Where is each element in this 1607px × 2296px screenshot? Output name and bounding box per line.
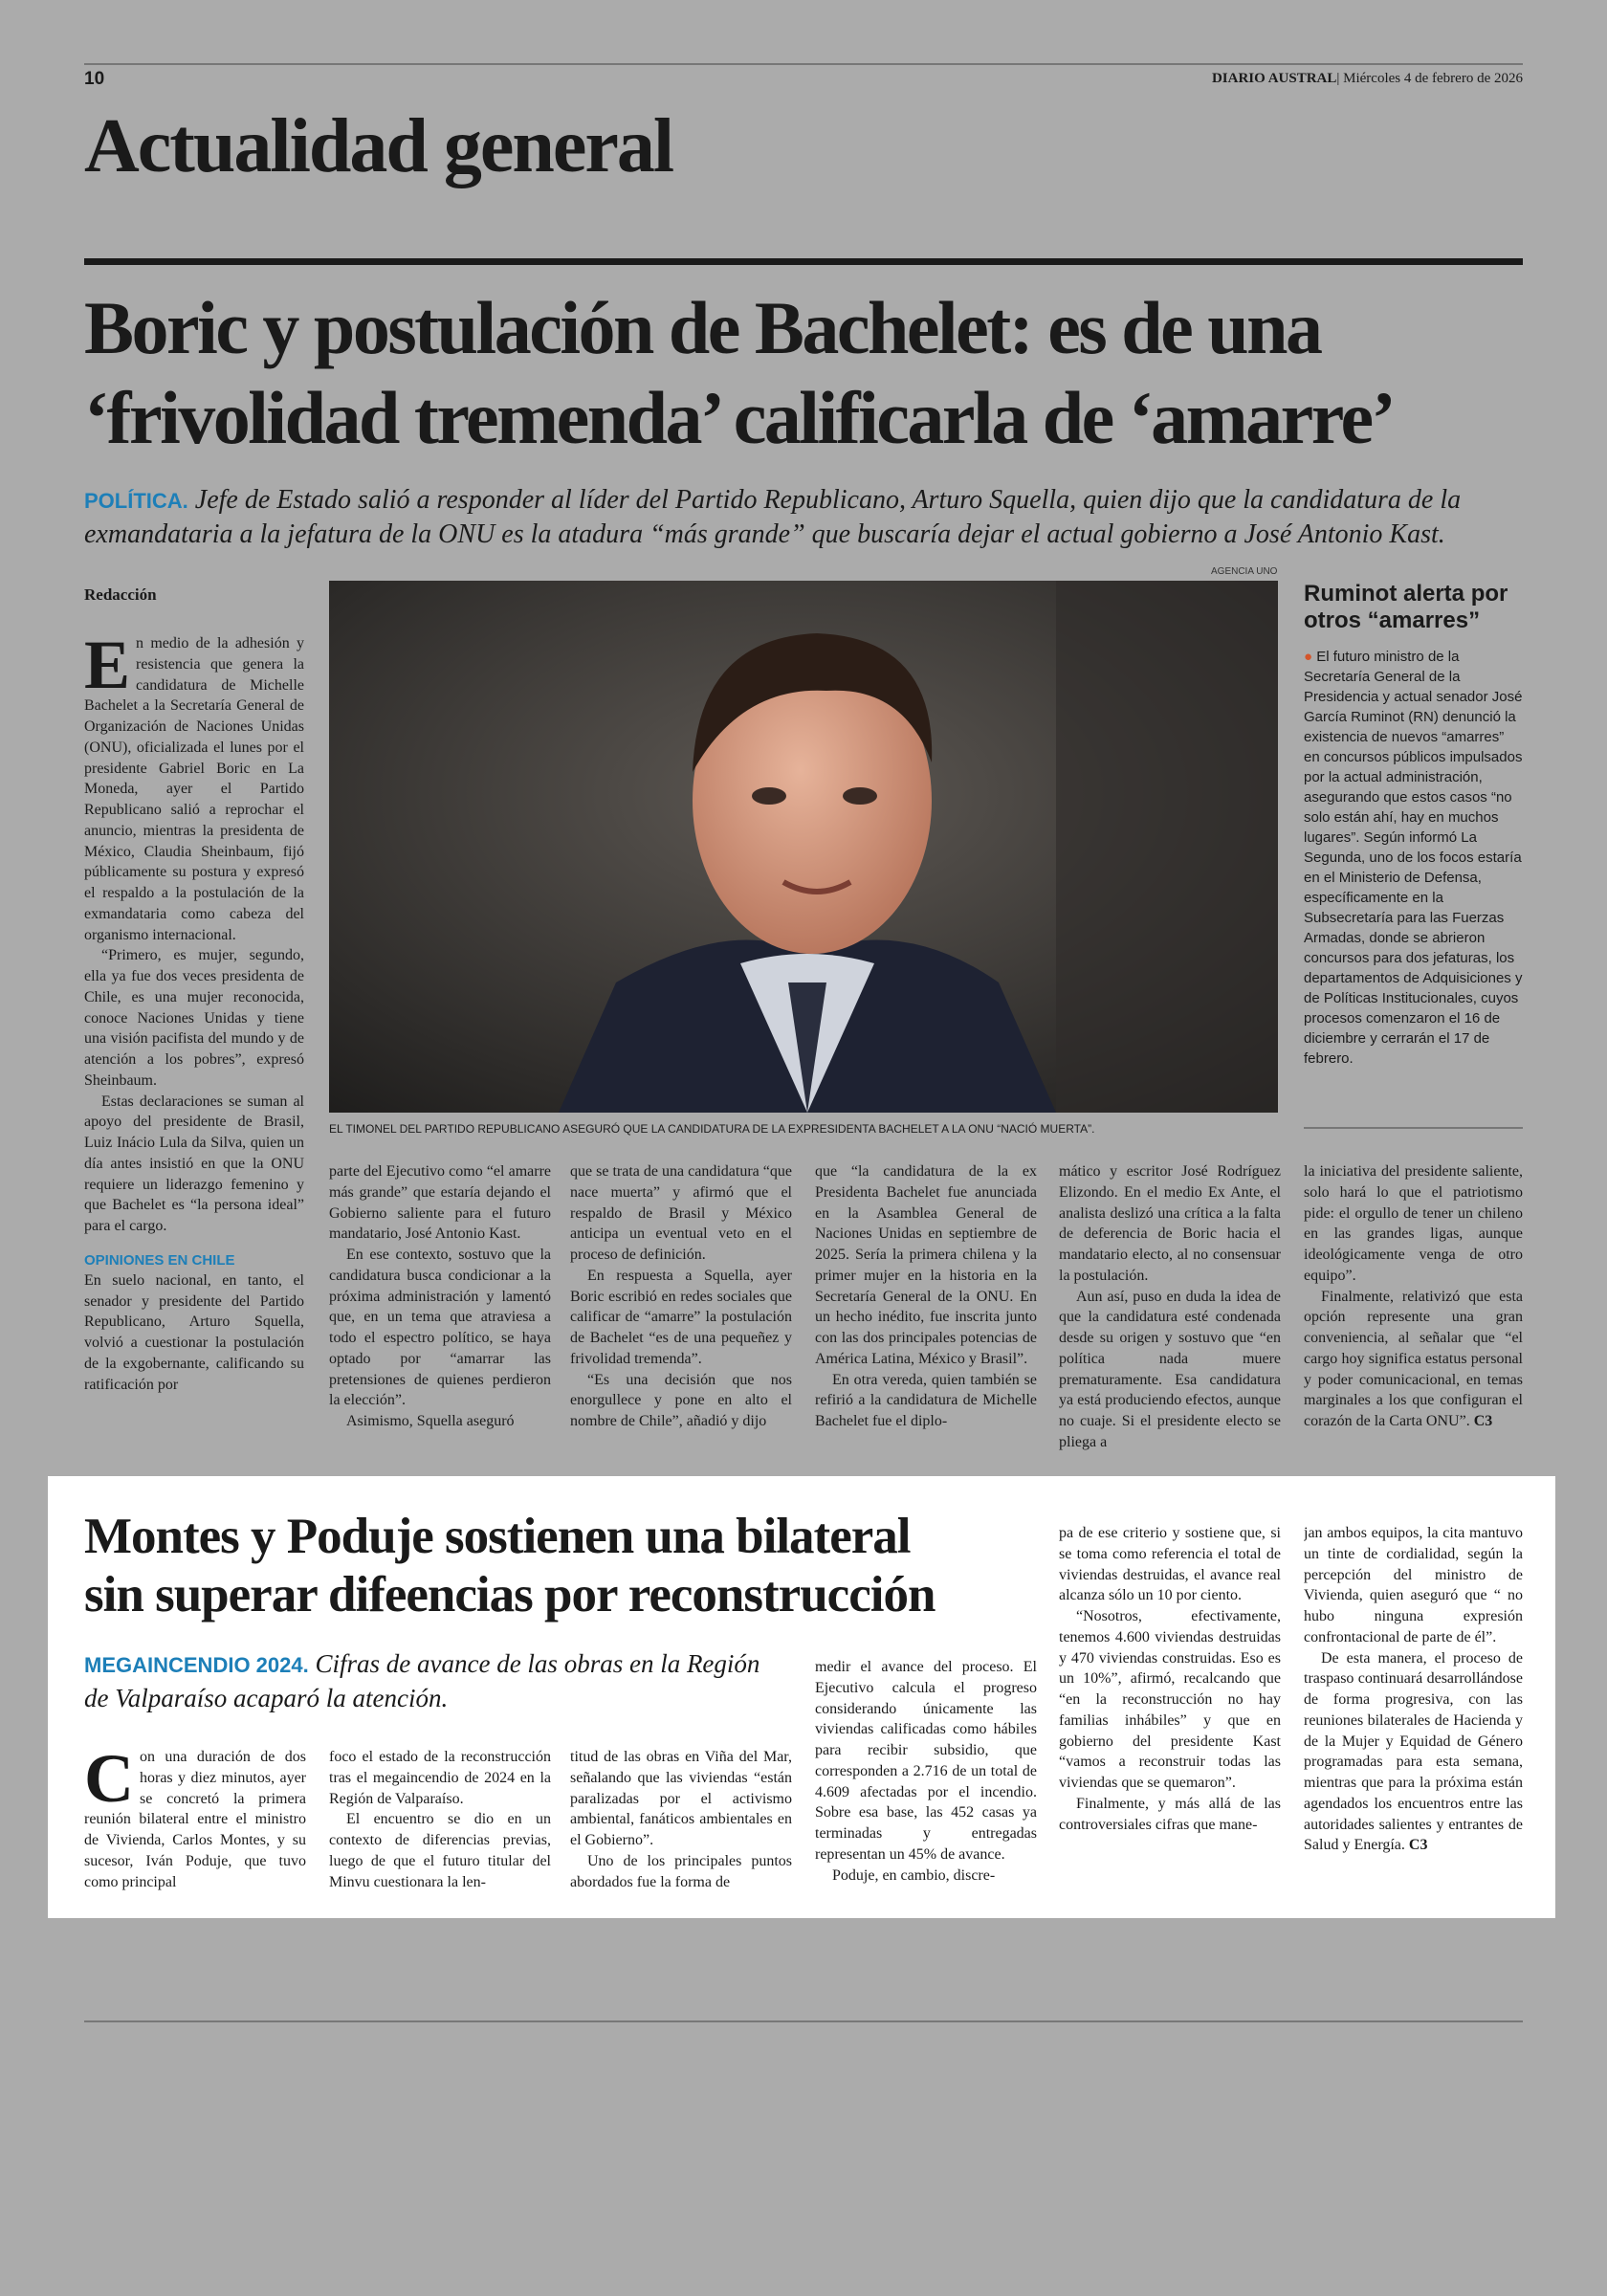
secondary-column-5	[1059, 1523, 1281, 1900]
article-paragraph: En suelo nacional, en tanto, el senador y presidente del Partido Republicano, Arturo Squella, volvió a cuestionar la postulación de la exgobernante, calificando su ratificación por	[84, 1271, 304, 1393]
page-number: 10	[84, 69, 105, 89]
article-column-3	[570, 1161, 792, 1477]
article-paragraph: Poduje, en cambio, discre-	[832, 1866, 996, 1884]
article-paragraph: Finalmente, y más allá de las controversiales cifras que mane-	[1059, 1795, 1281, 1833]
drop-cap: C	[84, 1747, 134, 1817]
headline-line-1: Boric y postulación de Bachelet: es de una	[84, 286, 1321, 369]
publication-name: DIARIO AUSTRAL	[1211, 71, 1337, 86]
secondary-headline	[84, 1508, 1041, 1624]
article-paragraph: En ese contexto, sostuvo que la candidatura busca condicionar a la próxima administración y lamentó que, en un tema que atraviesa a todo el espectro político, se haya optado por “amarrar las pretensiones de quienes perdieron la elección”.	[329, 1247, 551, 1409]
article-paragraph: foco el estado de la reconstrucción tras el megaincendio de 2024 en la Región de Valparaíso.	[329, 1749, 551, 1807]
article-column-6	[1304, 1161, 1523, 1477]
article-paragraph: En medio de la adhesión y resistencia que genera la candidatura de Michelle Bachelet a la Secretaría General de Organización de Naciones Unidas (ONU), oficializada el lunes por el presidente Gabriel Boric en La Moneda, ayer el Partido Republicano salió a reprochar el anuncio, mientras la presidenta de México, Claudia Sheinbaum, fijó públicamente su postura y expresó el respaldo a la postulación de la exmandataria como cabeza del organismo internacional.	[84, 627, 304, 943]
article-deck	[84, 483, 1523, 552]
article-paragraph: “Nosotros, efectivamente, tenemos 4.600 viviendas destruidas y 470 viviendas construidas. Eso es un 10%”, afirmó, recalcando que “en la reconstrucción no hay familias inhábiles” y que en gobierno del presidente Kast “vamos a reconstruir todas las viviendas que se quemaron”.	[1059, 1608, 1281, 1791]
article-paragraph: mático y escritor José Rodríguez Elizondo. En el medio Ex Ante, el analista deslizó una crítica a la falta de deferencia de Boric hacia el mandatario electo, al no consensuar la postulación.	[1059, 1163, 1281, 1284]
main-headline	[84, 283, 1523, 462]
drop-cap: E	[84, 627, 131, 703]
secondary-column-2	[329, 1747, 551, 1900]
secondary-deck-text: Cifras de avance de las obras en la Región de Valparaíso acaparó la atención.	[84, 1649, 760, 1712]
top-rule	[84, 63, 1523, 65]
article-column-5	[1059, 1161, 1281, 1477]
secondary-deck-tag: MEGAINCENDIO 2024.	[84, 1653, 309, 1677]
headline-line-2: ‘frivolidad tremenda’ calificarla de ‘amarre’	[84, 375, 1395, 459]
secondary-deck	[84, 1647, 773, 1715]
article-paragraph: titud de las obras en Viña del Mar, señalando que las viviendas “están paralizadas por el activismo ambiental, fanáticos ambientales en el Gobierno”.	[570, 1749, 792, 1848]
article-paragraph: De esta manera, el proceso de traspaso continuará desarrollándose de forma progresiva, con las reuniones bilaterales de Hacienda y de la Mujer y Equidad de Género programadas para esta semana, mientras que para la próxima están agendados los encuentros entre las autoridades salientes y entrantes de Salud y Energía. C3	[1304, 1649, 1523, 1854]
secondary-column-4	[815, 1657, 1037, 1900]
sidebar-title: Ruminot alerta por otros “amarres”	[1304, 581, 1508, 633]
end-mark: C3	[1473, 1413, 1493, 1429]
secondary-column-3	[570, 1747, 792, 1900]
article-paragraph: Uno de los principales puntos abordados fue la forma de	[570, 1852, 792, 1890]
article-paragraph: Con una duración de dos horas y diez minutos, ayer se concretó la primera reunión bilateral entre el ministro de Vivienda, Carlos Montes, y su sucesor, Iván Poduje, que tuvo como principal	[84, 1747, 306, 1890]
article-paragraph: jan ambos equipos, la cita mantuvo un tinte de cordialidad, según la percepción del ministro de Vivienda, quien aseguró que “ no hubo ninguna expresión confrontacional de parte de él”.	[1304, 1525, 1523, 1645]
article-paragraph: Asimismo, Squella aseguró	[346, 1413, 515, 1429]
section-title: Actualidad general	[84, 104, 673, 188]
article-paragraph: medir el avance del proceso. El Ejecutivo calcula el progreso considerando únicamente las viviendas calificadas como hábiles para recibir subsidio, que corresponden a 2.716 de un total de 4.609 afectadas por el incendio. Sobre esa base, las 452 casas ya terminadas y entregadas representan un 45% de avance.	[815, 1659, 1037, 1863]
sidebar-rule	[1304, 1127, 1523, 1129]
subheading: OPINIONES EN CHILE	[84, 1251, 235, 1269]
article-paragraph: Finalmente, relativizó que esta opción represente una gran conveniencia, al señalar que “el cargo hoy significa estatus personal y poder comunicacional, en temas marginales a los que configuran el corazón de la Carta ONU”. C3	[1304, 1288, 1523, 1429]
photo-caption: EL TIMONEL DEL PARTIDO REPUBLICANO ASEGURÓ QUE LA CANDIDATURA DE LA EXPRESIDENTA BACHELET A LA ONU “NACIÓ MUERTA”.	[329, 1122, 1095, 1136]
article-paragraph: “Es una decisión que nos enorgullece y pone en alto el nombre de Chile”, añadió y dijo	[570, 1371, 792, 1429]
article-paragraph: “Primero, es mujer, segundo, ella ya fue dos veces presidenta de Chile, es una mujer reconocida, conoce Naciones Unidas y tiene una visión pacifista del mundo y de atención a los pobres”, expresó Sheinbaum.	[84, 947, 304, 1089]
issue-date: | Miércoles 4 de febrero de 2026	[1336, 71, 1523, 86]
article-paragraph: En otra vereda, quien también se refirió a la candidatura de Michelle Bachelet fue el diplo-	[815, 1371, 1037, 1429]
article-paragraph: que se trata de una candidatura “que nace muerta” y afirmó que el respaldo de Brasil y México anticipa un eventual veto en el proceso de definición.	[570, 1163, 792, 1263]
article-column-1	[84, 585, 304, 1485]
article-paragraph: Aun así, puso en duda la idea de que la candidatura esté condenada desde su origen y sostuvo que “en política nada muere prematuramente. Esa candidatura ya está produciendo efectos, aunque no cuaje. Si el presidente electo se pliega a	[1059, 1288, 1281, 1450]
article-photo	[329, 581, 1278, 1113]
secondary-column-1	[84, 1747, 306, 1900]
article-column-4	[815, 1161, 1037, 1477]
article-paragraph: parte del Ejecutivo como “el amarre más grande” que estaría dejando el Gobierno saliente para el futuro mandatario, José Antonio Kast.	[329, 1163, 551, 1243]
article-paragraph: la iniciativa del presidente saliente, solo hará lo que el patriotismo pide: el orgullo de tener un chileno en las grandes ligas, aunque ideológicamente venga de otro equipo”.	[1304, 1163, 1523, 1284]
article-paragraph: En respuesta a Squella, ayer Boric escribió en redes sociales que calificar de “amarre” la postulación de Bachelet “es de una pequeñez y frivolidad tremenda”.	[570, 1267, 792, 1367]
article-paragraph: pa de ese criterio y sostiene que, si se toma como referencia el total de viviendas destruidas, el avance real alcanza sólo un 10 por ciento.	[1059, 1525, 1281, 1604]
sidebar-box	[1304, 581, 1523, 1069]
deck-text: Jefe de Estado salió a responder al líder del Partido Republicano, Arturo Squella, quien dijo que la candidatura de la exmandataria a la jefatura de la ONU es la atadura “más grande” que buscaría dejar el actual gobierno a José Antonio Kast.	[84, 485, 1462, 549]
dateline	[1212, 71, 1523, 87]
secondary-headline-line-1: Montes y Poduje sostienen una bilateral	[84, 1509, 911, 1564]
headline-rule	[84, 258, 1523, 265]
article-paragraph: El encuentro se dio en un contexto de diferencias previas, luego de que el futuro titular del Minvu cuestionara la len-	[329, 1811, 551, 1890]
byline: Redacción	[84, 585, 157, 604]
article-column-2	[329, 1161, 551, 1477]
secondary-headline-line-2: sin superar difeencias por reconstrucción	[84, 1566, 936, 1623]
photo-credit: AGENCIA UNO	[1211, 566, 1278, 577]
bottom-rule	[84, 2020, 1523, 2022]
article-paragraph: Estas declaraciones se suman al apoyo del presidente de Brasil, Luiz Inácio Lula da Silva, quien un día antes insistió en que la ONU requiere un liderazgo femenino y que Bachelet es “la persona ideal” para el cargo.	[84, 1093, 304, 1234]
portrait-photo-icon	[329, 581, 1278, 1113]
sidebar-text: ● El futuro ministro de la Secretaría General de la Presidencia y actual senador José García Ruminot (RN) denunció la existencia de nuevos “amarres” en concursos públicos impulsados por la actual administración, asegurando que estos casos “no solo están ahí, hay en muchos lugares”. Según informó La Segunda, uno de los focos estaría en el Ministerio de Defensa, específicamente en la Subsecretaría para las Fuerzas Armadas, donde se abrieron concursos para dos jefaturas, los departamentos de Adquisiciones y de Políticas Institucionales, cuyos procesos comenzaron el 16 de diciembre y cerrarán el 17 de febrero.	[1304, 649, 1523, 1068]
end-mark: C3	[1408, 1837, 1428, 1854]
deck-tag: POLÍTICA.	[84, 489, 188, 513]
bullet-icon: ●	[1304, 649, 1313, 666]
secondary-column-6	[1304, 1523, 1523, 1900]
article-paragraph: que “la candidatura de la ex Presidenta Bachelet fue anunciada en la Asamblea General de Naciones Unidas en septiembre de 2025. Sería la primera chilena y la primer mujer en la historia en la Secretaría General de la ONU. En un hecho inédito, fue inscrita junto con las dos principales potencias de América Latina, México y Brasil”.	[815, 1163, 1037, 1367]
